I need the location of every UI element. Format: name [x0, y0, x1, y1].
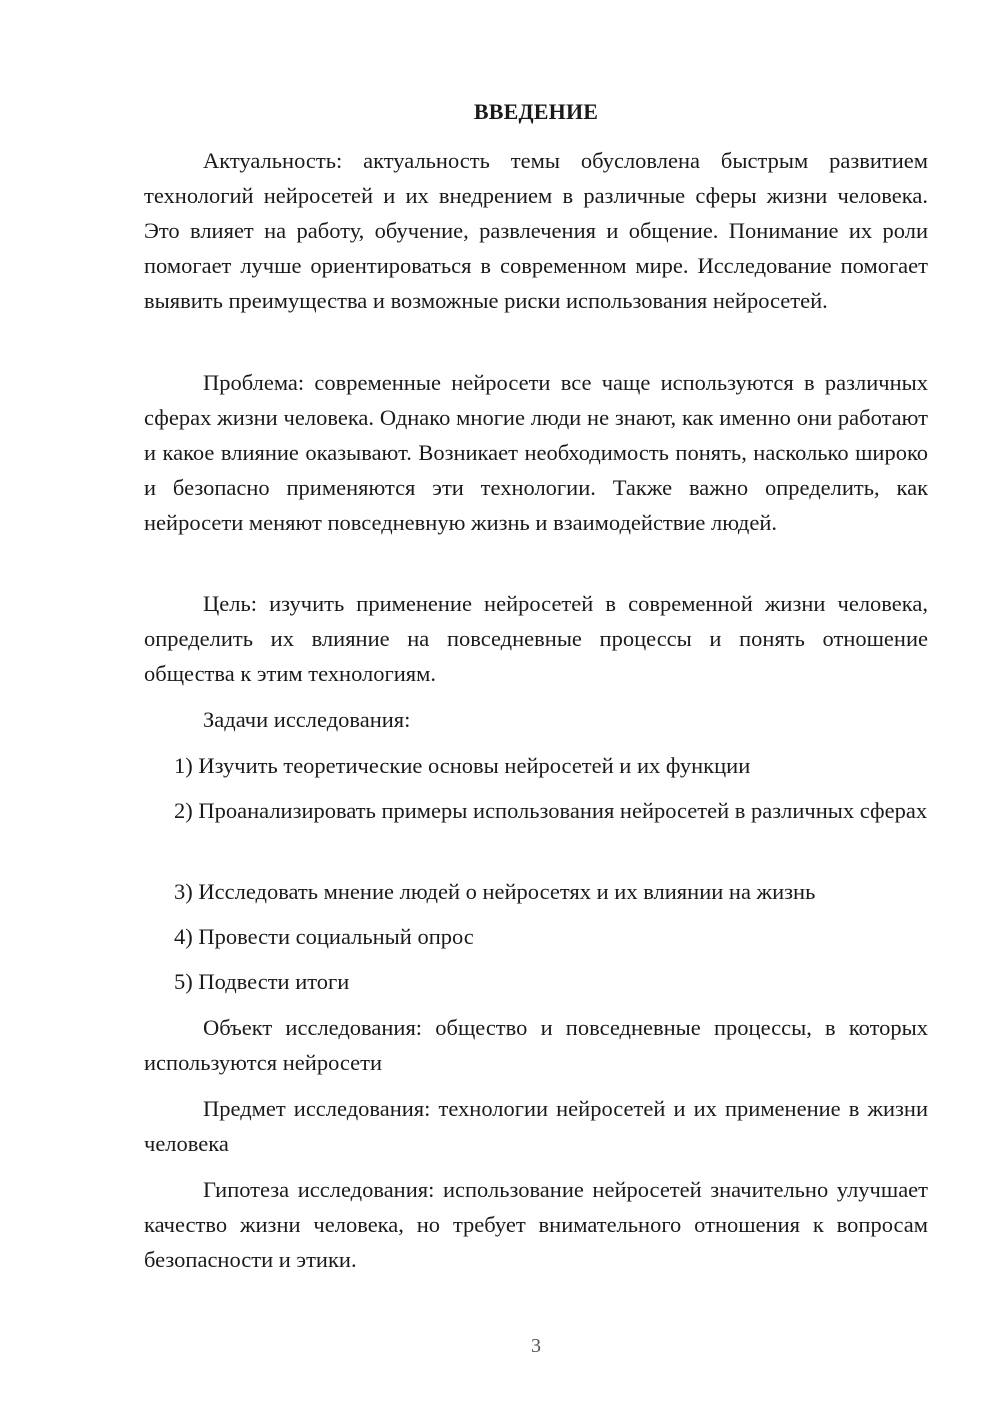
paragraph-subject: Предмет исследования: технологии нейросетей и их применение в жизни человека [144, 1096, 928, 1156]
task-item-5: 5) Подвести итоги [174, 969, 350, 994]
paragraph-tasks-heading: Задачи исследования: [203, 707, 411, 732]
task-item-3: 3) Исследовать мнение людей о нейросетях и их влиянии на жизнь [174, 879, 816, 904]
task-item-4: 4) Провести социальный опрос [174, 924, 474, 949]
task-item-2: 2) Проанализировать примеры использования нейросетей в различных сферах [174, 798, 928, 823]
paragraph-hypothesis: Гипотеза исследования: использование нейросетей значительно улучшает качество жизни человека, но требует внимательного отношения к вопросам безопасности и этики. [144, 1177, 928, 1272]
paragraph-problem: Проблема: современные нейросети все чаще используются в различных сферах жизни человека. Однако многие люди не знают, как именно они работают и какое влияние оказывают. Возникает необходимость понять, насколько широко и безопасно применяются эти технологии. Также важно определить, как нейросети меняют повседневную жизнь и взаимодействие людей. [144, 370, 928, 535]
paragraph-goal: Цель: изучить применение нейросетей в современной жизни человека, определить их влияние на повседневные процессы и понять отношение общества к этим технологиям. [144, 591, 928, 686]
paragraph-object: Объект исследования: общество и повседневные процессы, в которых используются нейросети [144, 1015, 928, 1075]
task-item-1: 1) Изучить теоретические основы нейросетей и их функции [174, 753, 751, 778]
section-title: ВВЕДЕНИЕ [473, 99, 599, 124]
page-number: 3 [531, 1335, 541, 1357]
paragraph-relevance: Актуальность: актуальность темы обусловлена быстрым развитием технологий нейросетей и их внедрением в различные сферы жизни человека. Это влияет на работу, обучение, развлечения и общение. Понимание их роли помогает лучше ориентироваться в современном мире. Исследование помогает выявить преимущества и возможные риски использования нейросетей. [144, 148, 928, 313]
